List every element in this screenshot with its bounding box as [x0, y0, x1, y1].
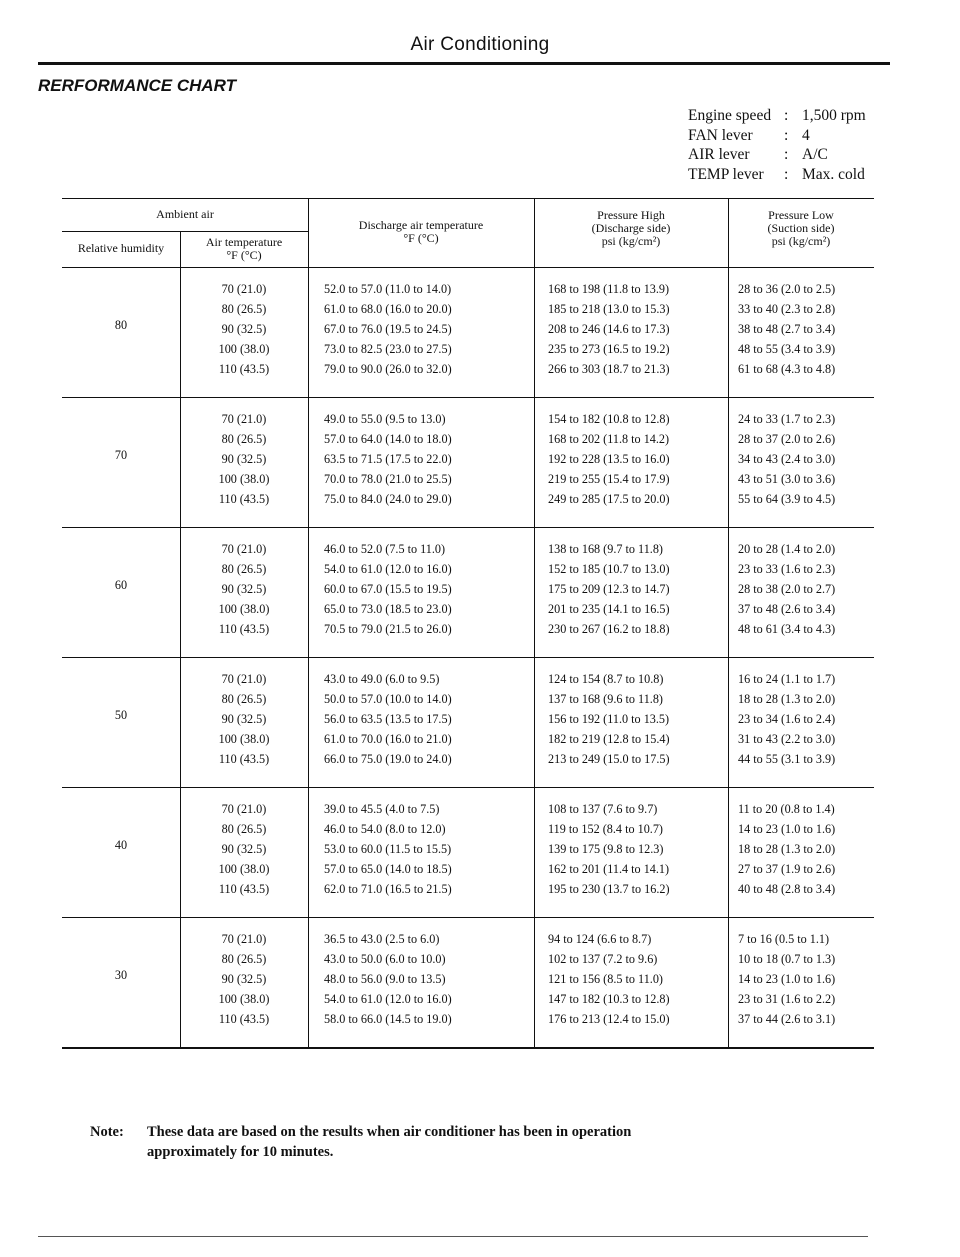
footnote — [90, 1122, 707, 1162]
performance-table — [62, 198, 874, 1049]
pressure-high-cells: 108 to 137 (7.6 to 9.7) 119 to 152 (8.4 to 10.7) 139 to 175 (9.8 to 12.3) 162 to 201 (11.4 to 14.1) 195 to 230 (13.7 to 16.2) — [548, 802, 670, 896]
section-title: RERFORMANCE CHART — [38, 76, 237, 95]
note-label: Note: — [90, 1124, 124, 1140]
pressure-low-cells: 16 to 24 (1.1 to 1.7) 18 to 28 (1.3 to 2.0) 23 to 34 (1.6 to 2.4) 31 to 43 (2.2 to 3.0) 44 to 55 (3.1 to 3.9) — [738, 672, 836, 766]
header-discharge-temp: Discharge air temperature °F (°C) — [358, 218, 484, 245]
pressure-low-cells: 28 to 36 (2.0 to 2.5) 33 to 40 (2.3 to 2.8) 38 to 48 (2.7 to 3.4) 48 to 55 (3.4 to 3.9) 61 to 68 (4.3 to 4.8) — [738, 282, 836, 376]
discharge-temp-cells: 49.0 to 55.0 (9.5 to 13.0) 57.0 to 64.0 (14.0 to 18.0) 63.5 to 71.5 (17.5 to 22.0) 70.0 to 78.0 (21.0 to 25.5) 75.0 to 84.0 (24.0 to 29.0) — [324, 412, 452, 506]
condition-row: FAN lever : 4 — [688, 126, 810, 144]
condition-value: 4 — [802, 126, 810, 144]
humidity-group — [62, 788, 874, 918]
relative-humidity-value: 30 — [114, 968, 128, 982]
air-temperature-cells: 70 (21.0) 80 (26.5) 90 (32.5) 100 (38.0) 110 (43.5) — [218, 672, 270, 766]
pressure-low-cells: 24 to 33 (1.7 to 2.3) 28 to 37 (2.0 to 2.6) 34 to 43 (2.4 to 3.0) 43 to 51 (3.0 to 3.6) 55 to 64 (3.9 to 4.5) — [738, 412, 836, 506]
condition-row: TEMP lever : Max. cold — [688, 165, 865, 183]
pressure-high-cells: 124 to 154 (8.7 to 10.8) 137 to 168 (9.6 to 11.8) 156 to 192 (11.0 to 13.5) 182 to 219 (12.8 to 15.4) 213 to 249 (15.0 to 17.5) — [548, 672, 670, 766]
condition-label: Engine speed — [688, 107, 772, 124]
pressure-high-cells: 94 to 124 (6.6 to 8.7) 102 to 137 (7.2 to 9.6) 121 to 156 (8.5 to 11.0) 147 to 182 (10.3 to 12.8) 176 to 213 (12.4 to 15.0) — [548, 932, 670, 1026]
relative-humidity-value: 80 — [114, 318, 128, 332]
condition-label: AIR lever — [688, 146, 750, 163]
air-temperature-cells: 70 (21.0) 80 (26.5) 90 (32.5) 100 (38.0) 110 (43.5) — [218, 282, 270, 376]
condition-value: A/C — [802, 146, 828, 163]
footer-rule — [38, 1236, 868, 1237]
header-pressure-high: Pressure High (Discharge side) psi (kg/cm²) — [591, 208, 671, 248]
pressure-low-cells: 7 to 16 (0.5 to 1.1) 10 to 18 (0.7 to 1.3) 14 to 23 (1.0 to 1.6) 23 to 31 (1.6 to 2.2) 37 to 44 (2.6 to 3.1) — [738, 932, 836, 1026]
relative-humidity-value: 50 — [114, 708, 128, 722]
discharge-temp-cells: 36.5 to 43.0 (2.5 to 6.0) 43.0 to 50.0 (6.0 to 10.0) 48.0 to 56.0 (9.0 to 13.5) 54.0 to 61.0 (12.0 to 16.0) 58.0 to 66.0 (14.5 to 19.0) — [324, 932, 452, 1026]
condition-value: 1,500 rpm — [802, 107, 866, 124]
page-header: Air Conditioning — [410, 34, 550, 55]
condition-label: TEMP lever — [688, 165, 764, 183]
air-temperature-cells: 70 (21.0) 80 (26.5) 90 (32.5) 100 (38.0) 110 (43.5) — [218, 802, 270, 896]
header-relative-humidity: Relative humidity — [77, 241, 165, 255]
condition-value: Max. cold — [802, 165, 865, 183]
pressure-high-cells: 138 to 168 (9.7 to 11.8) 152 to 185 (10.7 to 13.0) 175 to 209 (12.3 to 14.7) 201 to 235 (14.1 to 16.5) 230 to 267 (16.2 to 18.8) — [548, 542, 670, 636]
air-temperature-cells: 70 (21.0) 80 (26.5) 90 (32.5) 100 (38.0) 110 (43.5) — [218, 412, 270, 506]
pressure-low-cells: 20 to 28 (1.4 to 2.0) 23 to 33 (1.6 to 2.3) 28 to 38 (2.0 to 2.7) 37 to 48 (2.6 to 3.4) 48 to 61 (3.4 to 4.3) — [738, 542, 836, 636]
humidity-group — [62, 918, 874, 1047]
humidity-group — [62, 528, 874, 658]
table-header — [62, 198, 874, 268]
discharge-temp-cells: 52.0 to 57.0 (11.0 to 14.0) 61.0 to 68.0 (16.0 to 20.0) 67.0 to 76.0 (19.5 to 24.5) 73.0 to 82.5 (23.0 to 27.5) 79.0 to 90.0 (26.0 to 32.0) — [324, 282, 452, 376]
humidity-group — [62, 398, 874, 528]
air-temperature-cells: 70 (21.0) 80 (26.5) 90 (32.5) 100 (38.0) 110 (43.5) — [218, 932, 270, 1026]
note-text: These data are based on the results when air conditioner has been in operation approximately for 10 minutes. — [147, 1124, 632, 1160]
header-rule — [38, 62, 890, 65]
pressure-high-cells: 154 to 182 (10.8 to 12.8) 168 to 202 (11.8 to 14.2) 192 to 228 (13.5 to 16.0) 219 to 255 (15.4 to 17.9) 249 to 285 (17.5 to 20.0) — [548, 412, 670, 506]
air-temperature-cells: 70 (21.0) 80 (26.5) 90 (32.5) 100 (38.0) 110 (43.5) — [218, 542, 270, 636]
pressure-low-cells: 11 to 20 (0.8 to 1.4) 14 to 23 (1.0 to 1.6) 18 to 28 (1.3 to 2.0) 27 to 37 (1.9 to 2.6) 40 to 48 (2.8 to 3.4) — [738, 802, 836, 896]
header-ambient-air: Ambient air — [156, 207, 214, 221]
relative-humidity-value: 70 — [114, 448, 128, 462]
relative-humidity-value: 60 — [114, 578, 128, 592]
discharge-temp-cells: 39.0 to 45.5 (4.0 to 7.5) 46.0 to 54.0 (8.0 to 12.0) 53.0 to 60.0 (11.5 to 15.5) 57.0 to 65.0 (14.0 to 18.5) 62.0 to 71.0 (16.5 to 21.5) — [324, 802, 452, 896]
header-pressure-low: Pressure Low (Suction side) psi (kg/cm²) — [767, 208, 835, 248]
discharge-temp-cells: 46.0 to 52.0 (7.5 to 11.0) 54.0 to 61.0 (12.0 to 16.0) 60.0 to 67.0 (15.5 to 19.5) 65.0 to 73.0 (18.5 to 23.0) 70.5 to 79.0 (21.5 to 26.0) — [324, 542, 452, 636]
header-air-temperature: Air temperature °F (°C) — [205, 235, 283, 262]
condition-row: Engine speed : 1,500 rpm — [688, 107, 866, 124]
humidity-group — [62, 268, 874, 398]
humidity-group — [62, 658, 874, 788]
test-conditions — [688, 106, 866, 184]
condition-label: FAN lever — [688, 126, 753, 144]
discharge-temp-cells: 43.0 to 49.0 (6.0 to 9.5) 50.0 to 57.0 (10.0 to 14.0) 56.0 to 63.5 (13.5 to 17.5) 61.0 to 70.0 (16.0 to 21.0) 66.0 to 75.0 (19.0 to 24.0) — [324, 672, 452, 766]
condition-row: AIR lever : A/C — [688, 146, 828, 163]
relative-humidity-value: 40 — [114, 838, 128, 852]
pressure-high-cells: 168 to 198 (11.8 to 13.9) 185 to 218 (13.0 to 15.3) 208 to 246 (14.6 to 17.3) 235 to 273 (16.5 to 19.2) 266 to 303 (18.7 to 21.3) — [548, 282, 670, 376]
table-bottom-rule — [62, 1047, 874, 1049]
